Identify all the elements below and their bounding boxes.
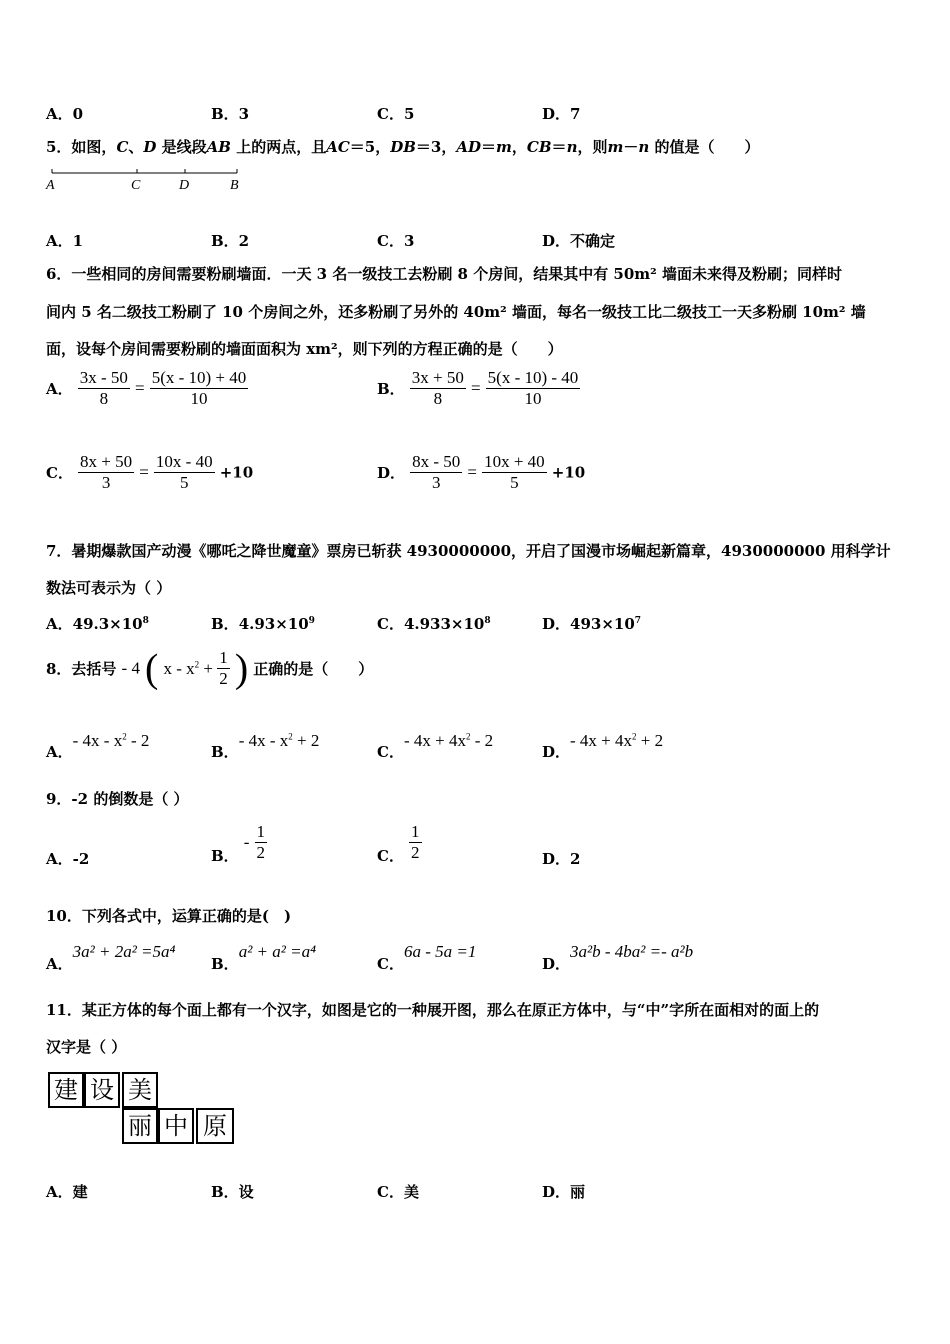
q8-suffix: 正确的是（ ） bbox=[253, 660, 374, 678]
label-d: D bbox=[179, 178, 190, 193]
right-paren: ) bbox=[234, 645, 249, 691]
q5-part: ，则 bbox=[577, 138, 608, 156]
denominator: 5 bbox=[180, 473, 189, 492]
option-exp: 8 bbox=[484, 616, 491, 626]
numerator: 10x + 40 bbox=[484, 452, 545, 471]
q10-option-a[interactable] bbox=[46, 941, 176, 973]
q5-option-c[interactable]: C．3 bbox=[377, 232, 415, 250]
numerator: 5(x - 10) - 40 bbox=[487, 368, 579, 387]
q9-option-b[interactable] bbox=[211, 822, 267, 863]
net-face: 丽 bbox=[122, 1108, 158, 1144]
label-b: B bbox=[230, 178, 239, 193]
q7-option-c[interactable] bbox=[377, 613, 491, 634]
q5-option-d[interactable]: D．不确定 bbox=[542, 232, 616, 250]
q5-option-a[interactable]: A．1 bbox=[46, 232, 84, 250]
q5-part: n bbox=[638, 138, 650, 156]
option-label: D． bbox=[377, 464, 406, 482]
q7-line1: 7．暑期爆款国产动漫《哪吒之降世魔童》票房已斩获 4930000000，开启了国漫市场崛起新篇章，4930000000 用科学计 bbox=[46, 542, 891, 560]
option-label: D． bbox=[542, 615, 571, 633]
q11-option-c[interactable]: C．美 bbox=[377, 1183, 419, 1201]
denominator: 2 bbox=[411, 843, 420, 862]
q5-part: C bbox=[116, 138, 129, 156]
q5-part: 上的两点，且 bbox=[230, 138, 327, 156]
expr-pre: - 4x + 4x bbox=[403, 731, 466, 750]
option-expr bbox=[239, 731, 320, 750]
net-face: 中 bbox=[158, 1108, 194, 1144]
fraction bbox=[410, 452, 462, 493]
tail-term: +10 bbox=[219, 463, 254, 482]
numerator: 1 bbox=[411, 822, 420, 841]
fraction bbox=[150, 368, 249, 409]
q8-option-c[interactable] bbox=[377, 730, 494, 761]
q5-part: ＝3， bbox=[415, 138, 457, 156]
option-label: B． bbox=[211, 615, 239, 633]
fraction bbox=[78, 368, 130, 409]
q8-inner bbox=[163, 659, 217, 678]
denominator: 8 bbox=[433, 389, 443, 408]
q11-line2: 汉字是（ ） bbox=[46, 1038, 127, 1056]
numerator: 5(x - 10) + 40 bbox=[151, 368, 247, 387]
q5-part: － bbox=[623, 138, 639, 156]
option-base: 4.93×10 bbox=[238, 615, 309, 633]
q9-option-d[interactable]: D．2 bbox=[542, 850, 581, 868]
fraction bbox=[217, 648, 230, 689]
equals: = bbox=[139, 462, 149, 482]
q10-option-c[interactable] bbox=[377, 941, 477, 973]
expr-post: - 2 bbox=[126, 731, 150, 750]
q5-part: 的值是（ ） bbox=[649, 138, 760, 156]
net-face: 建 bbox=[48, 1072, 84, 1108]
label-a: A bbox=[46, 178, 55, 193]
q10-stem: 10．下列各式中，运算正确的是( ) bbox=[46, 907, 292, 925]
q9-stem: 9．-2 的倒数是（ ） bbox=[46, 790, 189, 808]
q8-coef: - 4 bbox=[121, 658, 140, 678]
expr-post: - 2 bbox=[470, 731, 494, 750]
fraction bbox=[409, 822, 422, 863]
q8-option-a[interactable] bbox=[46, 730, 150, 761]
option-label: B． bbox=[211, 743, 239, 761]
q7-option-a[interactable] bbox=[46, 613, 149, 634]
q6-line3: 面，设每个房间需要粉刷的墙面面积为 xm²，则下列的方程正确的是（ ） bbox=[46, 340, 563, 358]
option-expr: 3a²b - 4ba² =- a²b bbox=[570, 942, 694, 961]
fraction bbox=[154, 452, 215, 493]
option-base: 493×10 bbox=[570, 615, 635, 633]
q9-option-a[interactable]: A．-2 bbox=[46, 850, 90, 868]
equals: = bbox=[467, 462, 477, 482]
option-expr bbox=[73, 731, 150, 750]
tail-term: +10 bbox=[551, 463, 586, 482]
q10-option-d[interactable] bbox=[542, 941, 694, 973]
inner-plus: + bbox=[199, 658, 218, 678]
option-label: C． bbox=[46, 464, 73, 482]
option-base: 4.933×10 bbox=[403, 615, 485, 633]
q6-line2: 间内 5 名二级技工粉刷了 10 个房间之外，还多粉刷了另外的 40m² 墙面，每名一级技工比二级技工一天多粉刷 10m² 墙 bbox=[46, 303, 866, 321]
q7-option-d[interactable] bbox=[542, 613, 641, 634]
q7-option-b[interactable] bbox=[211, 613, 315, 634]
q5-part: ， bbox=[511, 138, 527, 156]
label-c: C bbox=[131, 178, 141, 193]
option-exp: 9 bbox=[308, 616, 315, 626]
denominator: 3 bbox=[431, 473, 441, 492]
numerator: 3x + 50 bbox=[411, 368, 464, 387]
option-label: A． bbox=[46, 743, 73, 761]
q5-part: AB bbox=[206, 138, 231, 156]
q5-part: ＝5， bbox=[349, 138, 391, 156]
option-expr bbox=[570, 731, 663, 750]
option-label: C． bbox=[377, 743, 404, 761]
option-expr bbox=[404, 731, 493, 750]
q4-option-d[interactable]: D．7 bbox=[542, 105, 581, 123]
q5-part: m bbox=[496, 138, 512, 156]
expr-post: + 2 bbox=[292, 731, 320, 750]
q6-option-b[interactable] bbox=[377, 368, 580, 409]
q5-stem bbox=[46, 137, 760, 157]
q11-option-a[interactable]: A．建 bbox=[46, 1183, 88, 1201]
option-label: D． bbox=[542, 743, 571, 761]
option-label: A． bbox=[46, 380, 73, 398]
option-label: B． bbox=[211, 955, 239, 973]
option-label: C． bbox=[377, 955, 404, 973]
q11-option-b[interactable]: B．设 bbox=[211, 1183, 254, 1201]
option-exp: 7 bbox=[634, 616, 642, 626]
q5-part: DB bbox=[390, 138, 416, 156]
option-expr: 6a - 5a =1 bbox=[403, 942, 477, 961]
q11-line1: 11．某正方体的每个面上都有一个汉字，如图是它的一种展开图，那么在原正方体中，与“中”字所在面相对的面上的 bbox=[46, 1001, 820, 1019]
q5-part: 、 bbox=[128, 138, 144, 156]
q6-option-d[interactable] bbox=[377, 452, 585, 493]
fraction bbox=[486, 368, 581, 409]
left-paren: ( bbox=[145, 645, 159, 691]
q8-stem bbox=[46, 645, 374, 691]
q7-line2: 数法可表示为（ ） bbox=[46, 579, 172, 597]
expr-exp: 2 bbox=[288, 731, 293, 742]
q8-option-b[interactable] bbox=[211, 730, 320, 761]
option-expr: 3a² + 2a² =5a⁴ bbox=[72, 942, 176, 961]
option-label: C． bbox=[377, 615, 404, 633]
numerator: 1 bbox=[256, 822, 266, 841]
q6-option-c[interactable] bbox=[46, 452, 253, 493]
option-label: A． bbox=[46, 955, 73, 973]
net-face: 设 bbox=[84, 1072, 120, 1108]
expr-pre: - 4x - x bbox=[238, 731, 289, 750]
q11-option-d[interactable]: D．丽 bbox=[542, 1183, 586, 1201]
q10-option-b[interactable] bbox=[211, 941, 316, 973]
inner-exp: 2 bbox=[194, 658, 200, 669]
q5-part: D bbox=[143, 138, 157, 156]
fraction bbox=[255, 822, 268, 863]
q4-option-b[interactable]: B．3 bbox=[211, 105, 250, 123]
denominator: 8 bbox=[99, 389, 109, 408]
option-label: D． bbox=[542, 955, 571, 973]
equals: = bbox=[135, 378, 145, 398]
option-exp: 8 bbox=[142, 616, 149, 626]
denominator: 3 bbox=[101, 473, 111, 492]
option-label: A． bbox=[46, 615, 73, 633]
expr-exp: 2 bbox=[122, 731, 127, 742]
numerator: 8x + 50 bbox=[80, 452, 133, 471]
option-label: B． bbox=[211, 847, 239, 865]
denominator: 10 bbox=[190, 389, 208, 408]
q6-option-a[interactable] bbox=[46, 368, 248, 409]
numerator: 10x - 40 bbox=[155, 452, 213, 471]
q6-line1: 6．一些相同的房间需要粉刷墙面．一天 3 名一级技工去粉刷 8 个房间，结果其中有 50m² 墙面未来得及粉刷；同样时 bbox=[46, 265, 842, 283]
numerator: 8x - 50 bbox=[412, 452, 461, 471]
denominator: 2 bbox=[256, 843, 266, 862]
q5-part: ＝ bbox=[481, 138, 497, 156]
option-expr: a² + a² =a⁴ bbox=[238, 942, 316, 961]
expr-pre: - 4x + 4x bbox=[570, 731, 633, 750]
option-label: B． bbox=[377, 380, 405, 398]
q5-option-b[interactable]: B．2 bbox=[211, 232, 250, 250]
q5-part: n bbox=[566, 138, 578, 156]
q8-option-d[interactable] bbox=[542, 730, 664, 761]
q5-part: 是线段 bbox=[156, 138, 207, 156]
q8-prefix: 8．去括号 bbox=[46, 660, 117, 678]
inner-text: x - x bbox=[163, 658, 195, 678]
expr-exp: 2 bbox=[632, 731, 637, 742]
denominator: 5 bbox=[510, 473, 519, 492]
expr-pre: - 4x - x bbox=[72, 731, 123, 750]
net-face: 原 bbox=[196, 1108, 234, 1144]
q5-part: ＝ bbox=[551, 138, 567, 156]
q5-part: CB bbox=[526, 138, 552, 156]
q4-option-a[interactable]: A．0 bbox=[46, 105, 84, 123]
fraction bbox=[410, 368, 466, 409]
option-base: 49.3×10 bbox=[72, 615, 143, 633]
net-face: 美 bbox=[122, 1072, 158, 1108]
denominator: 2 bbox=[219, 669, 228, 688]
fraction bbox=[482, 452, 547, 493]
q5-prefix: 5．如图， bbox=[46, 138, 117, 156]
numerator: 1 bbox=[219, 648, 228, 667]
q9-option-c[interactable] bbox=[377, 822, 422, 863]
expr-exp: 2 bbox=[465, 731, 471, 742]
q5-part: AD bbox=[456, 138, 482, 156]
q5-part: m bbox=[607, 138, 624, 156]
denominator: 10 bbox=[524, 389, 542, 408]
fraction bbox=[78, 452, 134, 493]
option-label: C． bbox=[377, 847, 404, 865]
minus-sign: - bbox=[243, 832, 250, 852]
expr-post: + 2 bbox=[636, 731, 664, 750]
numerator: 3x - 50 bbox=[79, 368, 128, 387]
q4-option-c[interactable]: C．5 bbox=[377, 105, 415, 123]
q5-segment-figure bbox=[44, 165, 244, 195]
equals: = bbox=[470, 378, 481, 398]
q5-part: AC bbox=[326, 138, 350, 156]
